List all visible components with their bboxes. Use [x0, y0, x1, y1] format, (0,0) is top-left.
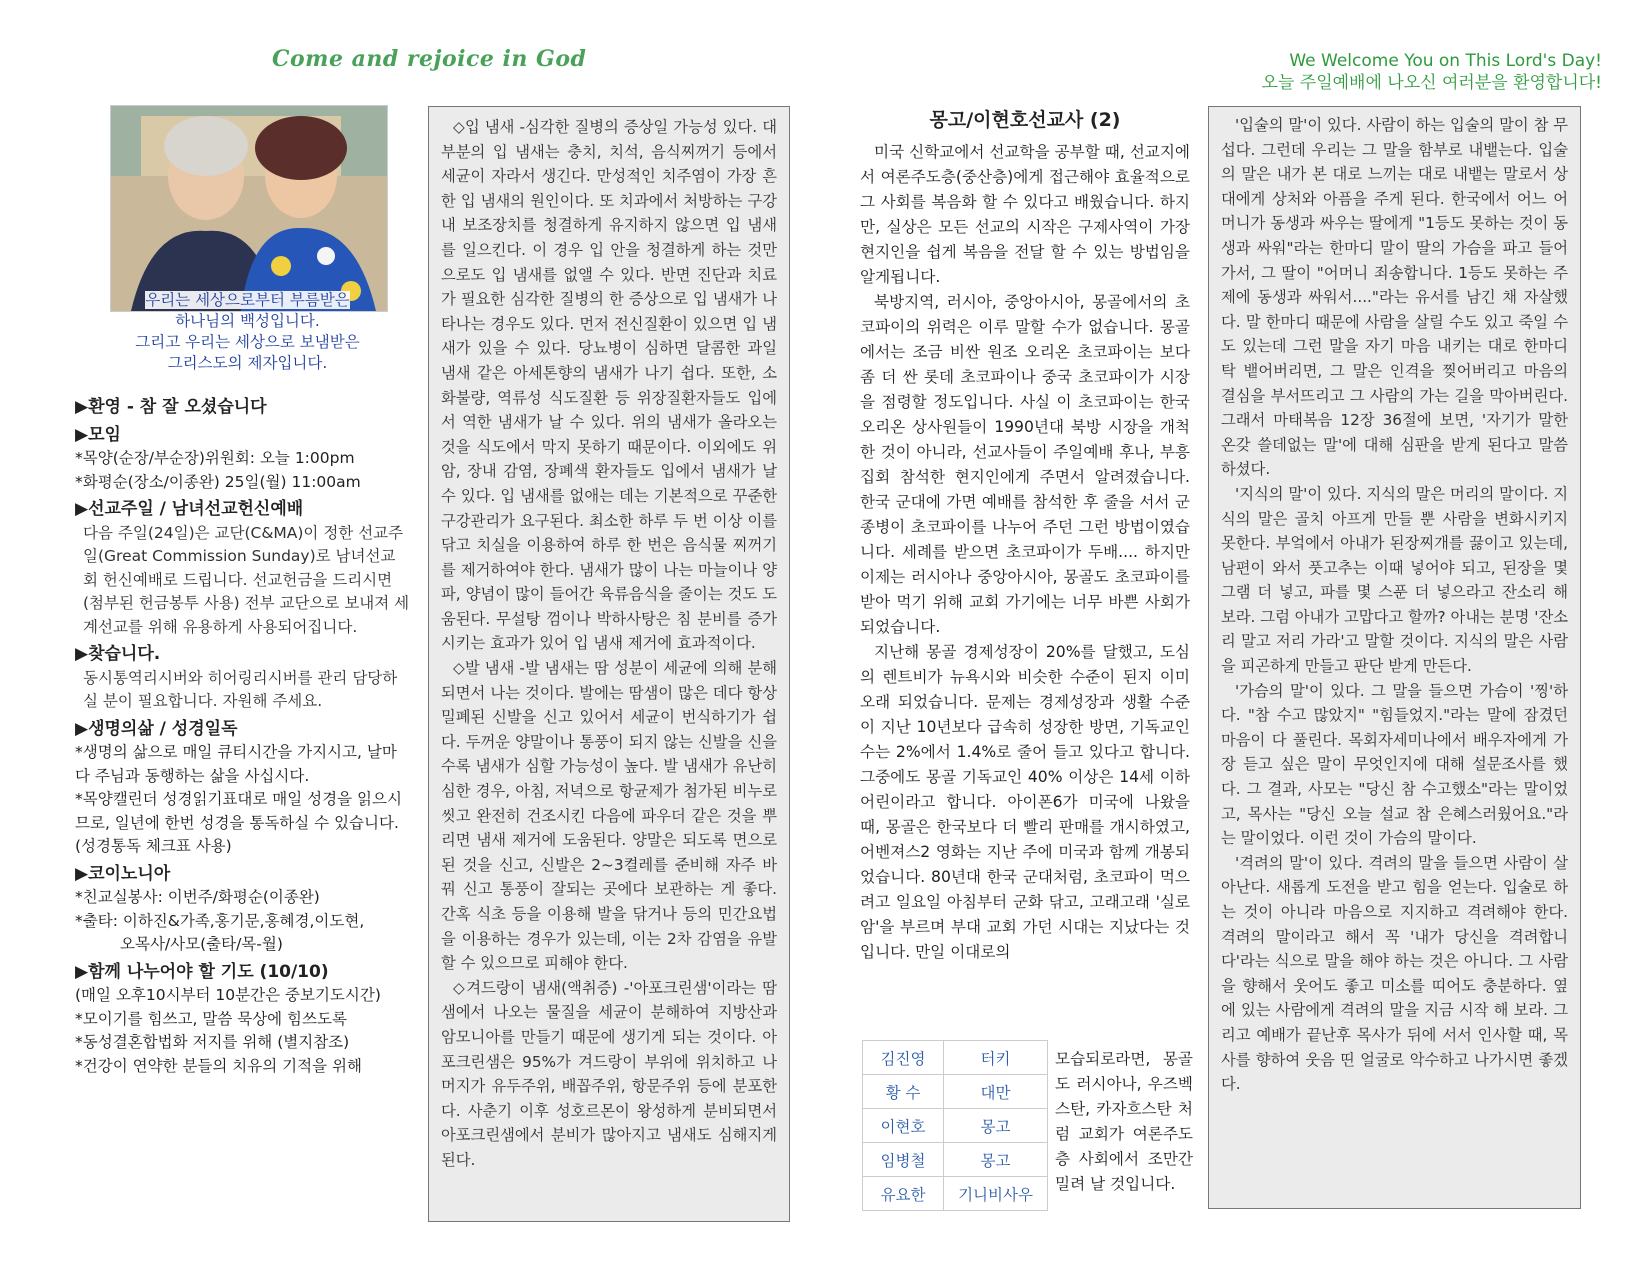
missionary-country: 몽고	[944, 1109, 1048, 1143]
meeting-item: *화평순(장소/이종완) 25일(월) 11:00am	[75, 472, 361, 491]
article-paragraph: ◇발 냄새 -발 냄새는 땀 성분이 세균에 의해 분해되면서 나는 것이다. 발에는 땀샘이 많은 데다 항상 밀폐된 신발을 신고 있어서 세균이 번식하기가 쉽다. 두꺼운 양말이나 통풍이 되지 않는 신발을 신을수록 냄새가 심할 가능성이 높다. 발 냄새가 유난히 심한 경우, 아침, 저녁으로 항균제가 첨가된 비누로 씻고 완전히 건조시킨 다음에 파우더 같은 것을 뿌리면 냄새 제거에 도움된다. 양말은 되도록 면으로 된 것을 신고, 신발은 2~3켤레를 준비해 자주 바꿔 신고 통풍이 잘되는 곳에다 보관하는 게 좋다. 간혹 식초 등을 이용해 발을 닦거나 등의 민간요법을 이용하는 경우가 있는데, 이는 2차 감염을 유발할 수 있으므로 피해야 한다.	[441, 659, 777, 973]
prayer-item: *모이기를 힘쓰고, 말씀 묵상에 힘쓰도록	[75, 1009, 347, 1028]
missionary-country: 대만	[944, 1075, 1048, 1109]
welcome-heading: ▶환영 - 참 잘 오셨습니다	[75, 397, 267, 417]
missionary-country: 몽고	[944, 1143, 1048, 1177]
header-welcome	[1262, 50, 1602, 94]
koinonia-item: *친교실봉사: 이번주/화평순(이종완)	[75, 888, 320, 906]
missionary-name: 황 수	[863, 1075, 944, 1109]
article-paragraph: ◇겨드랑이 냄새(액취증) -'아포크린샘'이라는 땀샘에서 나오는 물질을 세균이 분해하여 지방산과 암모니아를 만들기 때문에 생기게 되는 것이다. 아포크린샘은 95%가 겨드랑이 부위에 위치하고 나머지가 유두주위, 배꼽주위, 항문주위 등에 분포한다. 사춘기 이후 성호르몬이 왕성하게 분비되면서 아포크린샘에서 분비가 많아지고 냄새도 심해지게 된다.	[441, 978, 777, 1169]
missionary-name: 이현호	[863, 1109, 944, 1143]
missionary-column	[860, 105, 1190, 965]
prayer-item: *동성결혼합법화 저지를 위해 (별지참조)	[75, 1033, 350, 1051]
find-text: 동시통역리시버와 히어링리시버를 관리 담당하실 분이 필요합니다. 자원해 주세요.	[83, 668, 398, 710]
missionary-name: 임병철	[863, 1143, 944, 1177]
missionary-row	[863, 1109, 1048, 1143]
article-paragraph: ◇입 냄새 -심각한 질병의 증상일 가능성 있다. 대부분의 입 냄새는 충치, 치석, 음식찌꺼기 등에서 세균이 자라서 생긴다. 만성적인 치주염이 가장 흔한 입 냄새의 원인이다. 또 치과에서 처방하는 구강 내 보조장치를 청결하게 유지하지 않으면 입 냄새를 일으킨다. 이 경우 입 안을 청결하게 하는 것만으로도 입 냄새를 없앨 수 있다. 반면 진단과 치료가 필요한 심각한 질병의 한 증상으로 입 냄새가 나타나는 경우도 있다. 먼저 전신질환이 있으면 입 냄새가 있을 수 있다. 당뇨병이 심하면 달콤한 과일 냄새 같은 아세톤향의 냄새가 나기 쉽다. 또한, 소화불량, 역류성 식도질환 등 위장질환자들도 입에서 역한 냄새가 날 수 있다. 위의 냄새가 올라오는 것을 식도에서 막지 못하기 때문이다. 이외에도 위암, 장내 감염, 장폐색 환자들도 입에서 냄새가 날 수 있다. 입 냄새를 없애는 데는 기본적으로 꾸준한 구강관리가 요구된다. 최소한 하루 두 번 이상 이를 닦고 치실을 이용하여 하루 한 번은 음식물 찌꺼기를 제거하여야 한다. 냄새가 많이 나는 마늘이나 양파, 양념이 많이 들어간 육류음식을 줄이는 것도 도움된다. 무설탕 껌이나 박하사탕은 침 분비를 증가시키는 효과가 있어 입 냄새 제거에 효과적이다.	[441, 118, 777, 653]
missionary-paragraph: 미국 신학교에서 선교학을 공부할 때, 선교지에서 여론주도층(중산층)에게 접근해야 효율적으로 그 사회를 복음화 할 수 있다고 배웠습니다. 하지만, 실상은 모든 선교의 시작은 구제사역이 가장 현지인을 쉽게 복음을 전달 할 수 있는 방법임을 알게됩니다.	[860, 143, 1190, 286]
missionary-name: 유요한	[863, 1177, 944, 1211]
missionary-body	[860, 140, 1190, 965]
article-paragraph: '입술의 말'이 있다. 사람이 하는 입술의 말이 참 무섭다. 그런데 우리는 그 말을 함부로 내뱉는다. 입술의 말은 내가 본 대로 느끼는 대로 내뱉는 말로서 상대에게 상처와 아픔을 주게 된다. 한국에서 어느 어머니가 동생과 싸우는 딸에게 "1등도 못하는 것이 동생과 싸워"라는 한마디 말이 딸의 가슴을 파고 들어가서, 그 딸이 "어머니 죄송합니다. 1등도 못하는 주제에 동생과 싸워서...."라는 유서를 남긴 채 자살했다. 말 한마디 때문에 사람을 살릴 수도 있고 죽일 수도 있는데 그런 말을 자기 마음 내키는 대로 한마디 탁 뱉어버리면, 그 말은 인격을 찢어버리고 마음의 결심을 부서뜨리고 그 사람의 가는 길을 막아버린다. 그래서 마태복음 12장 36절에 보면, '자기가 말한 온갖 쓸데없는 말'에 대해 심판을 받게 된다고 말씀하셨다.	[1221, 116, 1568, 479]
mission-heading: ▶선교주일 / 남녀선교헌신예배	[75, 499, 304, 519]
prayer-item: *건강이 연약한 분들의 치유의 기적을 위해	[75, 1056, 362, 1075]
missionary-paragraph: 북방지역, 러시아, 중앙아시아, 몽골에서의 초코파이의 위력은 이루 말할 수가 없습니다. 몽골에서는 조금 비싼 원조 오리온 초코파이는 보다 좀 더 싼 롯데 초코파이나 중국 초코파이가 시장을 점령할 정도입니다. 사실 이 초코파이는 한국 오리온 상사원들이 1990년대 북방 시장을 개척한 것이 아니라, 선교사들이 주일예배 후나, 부흥집회 참석한 현지인에게 주면서 알려졌습니다. 한국 군대에 가면 예배를 참석한 후 줄을 서서 군종병이 초코파이를 나누어 주던 그런 방법이였습니다. 세례를 받으면 초코파이가 두배.... 하지만 이제는 러시아나 중앙아시아, 몽골도 초코파이를 받아 먹기 위해 교회 가기에는 너무 바쁜 사회가 되었습니다.	[860, 293, 1190, 636]
life-heading: ▶생명의삶 / 성경일독	[75, 718, 238, 739]
caption-line3: 그리고 우리는 세상으로 보냄받은	[135, 333, 360, 351]
missionary-wrap-text: 모습되로라면, 몽골도 러시아나, 우즈벡스탄, 카자흐스탄 처럼 교회가 여론주도층 사회에서 조만간 밀려 날 것입니다.	[1055, 1050, 1193, 1193]
missionary-title: 몽고/이현호선교사 (2)	[929, 109, 1121, 131]
photo-two-women	[110, 105, 388, 312]
article-paragraph: '가슴의 말'이 있다. 그 말을 들으면 가슴이 '찡'하다. "참 수고 많았지" "힘들었지."라는 말에 잠겼던 마음이 다 풀린다. 목회자세미나에서 배우자에게 가장 듣고 싶은 말이 무엇인지에 대해 설문조사를 했다. 그 결과, 사모는 "당신 참 수고했소"라는 말이었고, 목사는 "당신 오늘 설교 참 은혜스러웠어요."라는 말이었다. 이런 것이 가슴의 말이다.	[1221, 681, 1568, 848]
missionary-country: 기니비사우	[944, 1177, 1048, 1211]
koinonia-heading: ▶코이노니아	[75, 863, 171, 884]
mission-text: 다음 주일(24일)은 교단(C&MA)이 정한 선교주일(Great Commission Sunday)로 남녀선교회 헌신예배로 드립니다. 선교헌금을 드리시면(첨부된 헌금봉투 사용) 전부 교단으로 보내져 세계선교를 위해 유용하게 사용되어집니다.	[83, 523, 410, 636]
missionary-row	[863, 1075, 1048, 1109]
prayer-heading: ▶함께 나누어야 할 기도 (10/10)	[75, 961, 329, 982]
words-article-box	[1208, 106, 1581, 1209]
article-paragraph: '지식의 말'이 있다. 지식의 말은 머리의 말이다. 지식의 말은 골치 아프게 만들 뿐 사람을 변화시키지 못한다. 부엌에서 아내가 된장찌개를 끓이고 있는데, 남편이 와서 풋고추는 이때 넣어야 되고, 된장을 몇 그램 더 넣고, 파를 몇 스푼 더 넣으라고 잔소리 해 보라. 그럼 아내가 고맙다고 할까? 아내는 분명 '잔소리 말고 저리 가라'고 말할 것이다. 지식의 말은 사람을 피곤하게 만들고 판단 받게 만든다.	[1221, 484, 1568, 676]
health-article-box	[428, 106, 790, 1222]
prayer-item: (매일 오후10시부터 10분간은 중보기도시간)	[75, 986, 381, 1004]
meeting-item: *목양(순장/부순장)위원회: 오늘 1:00pm	[75, 449, 355, 467]
missionary-name: 김진영	[863, 1041, 944, 1075]
koinonia-item: *출타: 이하진&가족,홍기문,홍혜경,이도현,	[75, 911, 365, 930]
article-paragraph: '격려의 말'이 있다. 격려의 말을 들으면 사람이 살아난다. 새롭게 도전을 받고 힘을 얻는다. 입술로 하는 것이 아니라 마음으로 지지하고 격려해야 한다. 격려의 말이라고 해서 꼭 '내가 당신을 격려합니다'라는 식으로 말을 해야 하는 것은 아니다. 그 사람을 향해서 웃어도 좋고 미소를 띠어도 충분하다. 옆에 있는 사람에게 격려의 말을 지금 시작 해 보라. 그리고 예배가 끝난후 목사가 뒤에 서서 인사할 때, 목사를 향하여 웃음 띤 얼굴로 악수하고 나가시면 좋겠다.	[1221, 853, 1568, 1094]
missionary-row	[863, 1143, 1048, 1177]
meeting-heading: ▶모임	[75, 424, 121, 445]
missionary-row	[863, 1041, 1048, 1075]
announcements-column	[75, 392, 410, 1078]
welcome-english: We Welcome You on This Lord's Day!	[1289, 51, 1602, 71]
missionary-paragraph: 지난해 몽골 경제성장이 20%를 달했고, 도심의 렌트비가 뉴욕시와 비슷한 수준이 된지 이미 오래 되었습니다. 문제는 경제성장과 생활 수준이 지난 10년보다 급속히 성장한 방면, 기독교인 수는 2%에서 1.4%로 줄어 들고 있다고 합니다. 그중에도 몽골 기독교인 40% 이상은 14세 이하 어린이라고 합니다. 아이폰6가 미국에 나왔을 때, 몽골은 한국보다 더 빨리 판매를 개시하였고, 어벤져스2 영화는 지난 주에 미국과 함께 개봉되었습니다. 80년대 한국 군대처럼, 초코파이 먹으려고 일요일 아침부터 군화 닦고, 고래고래 '실로암'을 부르며 부대 교회 가던 시대는 지났다는 것입니다. 만일 이대로의	[860, 643, 1190, 961]
missionary-row	[863, 1177, 1048, 1211]
koinonia-item: 오목사/사모(출타/목-월)	[120, 935, 283, 953]
life-item: *생명의 삶으로 매일 큐티시간을 가지시고, 날마다 주님과 동행하는 삶을 사십시다.	[75, 743, 397, 785]
welcome-korean: 오늘 주일예배에 나오신 여러분을 환영합니다!	[1261, 73, 1602, 93]
caption-line2: 하나님의 백성입니다.	[175, 312, 320, 330]
caption-line4: 그리스도의 제자입니다.	[167, 354, 328, 372]
life-item: *목양캘린더 성경읽기표대로 매일 성경을 읽으시므로, 일년에 한번 성경을 통독하실 수 있습니다. (성경통독 체크표 사용)	[75, 790, 402, 855]
caption-line1: 우리는 세상으로부터 부름받은	[145, 291, 350, 309]
header-title-left: Come and rejoice in God	[272, 46, 587, 72]
find-heading: ▶찾습니다.	[75, 644, 161, 664]
missionary-table	[862, 1040, 1048, 1211]
photo-caption	[105, 290, 390, 374]
missionary-country: 터키	[944, 1041, 1048, 1075]
